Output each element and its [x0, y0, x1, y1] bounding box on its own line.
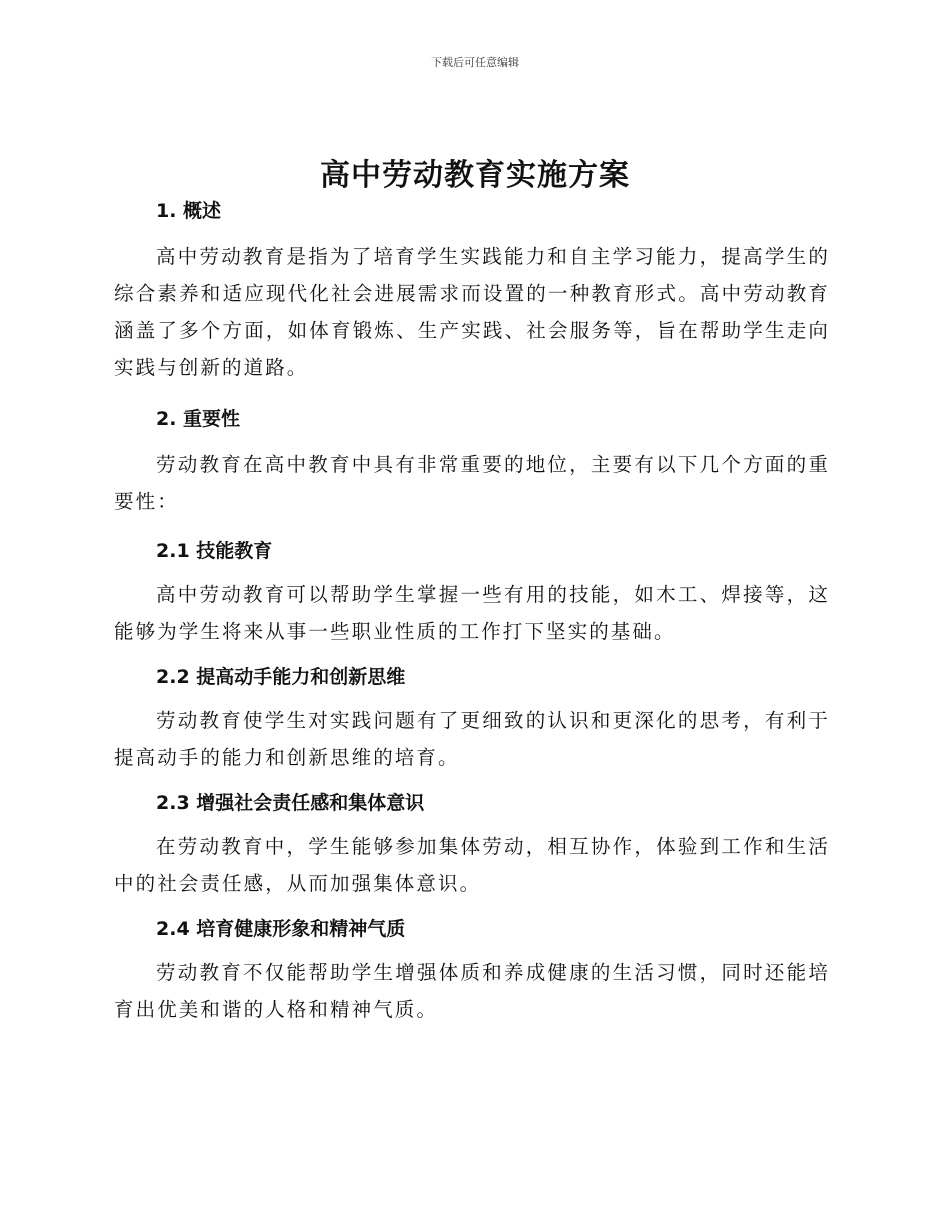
section-heading-skills: 2.1 技能教育: [156, 540, 273, 562]
section-paragraph-skills: 高中劳动教育可以帮助学生掌握一些有用的技能，如木工、焊接等，这能够为学生将来从事一些职业性质的工作打下坚实的基础。: [114, 583, 830, 643]
section-heading-health: 2.4 培育健康形象和精神气质: [156, 918, 406, 940]
section-paragraph-health: 劳动教育不仅能帮助学生增强体质和养成健康的生活习惯，同时还能培育出优美和谐的人格和精神气质。: [114, 961, 830, 1021]
section-paragraph-overview: 高中劳动教育是指为了培育学生实践能力和自主学习能力，提高学生的综合素养和适应现代化社会进展需求而设置的一种教育形式。高中劳动教育涵盖了多个方面，如体育锻炼、生产实践、社会服务等，旨在帮助学生走向实践与创新的道路。: [114, 245, 830, 379]
section-paragraph-hands-on: 劳动教育使学生对实践问题有了更细致的认识和更深化的思考，有利于提高动手的能力和创新思维的培育。: [114, 709, 830, 769]
section-heading-overview: 1. 概述: [156, 200, 222, 222]
document-title: 高中劳动教育实施方案: [320, 158, 630, 193]
section-heading-importance: 2. 重要性: [156, 408, 241, 430]
section-heading-responsibility: 2.3 增强社会责任感和集体意识: [156, 792, 425, 814]
section-paragraph-importance: 劳动教育在高中教育中具有非常重要的地位，主要有以下几个方面的重要性：: [114, 453, 830, 513]
document-body: [114, 196, 830, 1028]
header-note: 下载后可任意编辑: [431, 56, 519, 69]
section-heading-hands-on: 2.2 提高动手能力和创新思维: [156, 666, 406, 688]
section-paragraph-responsibility: 在劳动教育中，学生能够参加集体劳动，相互协作，体验到工作和生活中的社会责任感，从而加强集体意识。: [114, 835, 830, 895]
